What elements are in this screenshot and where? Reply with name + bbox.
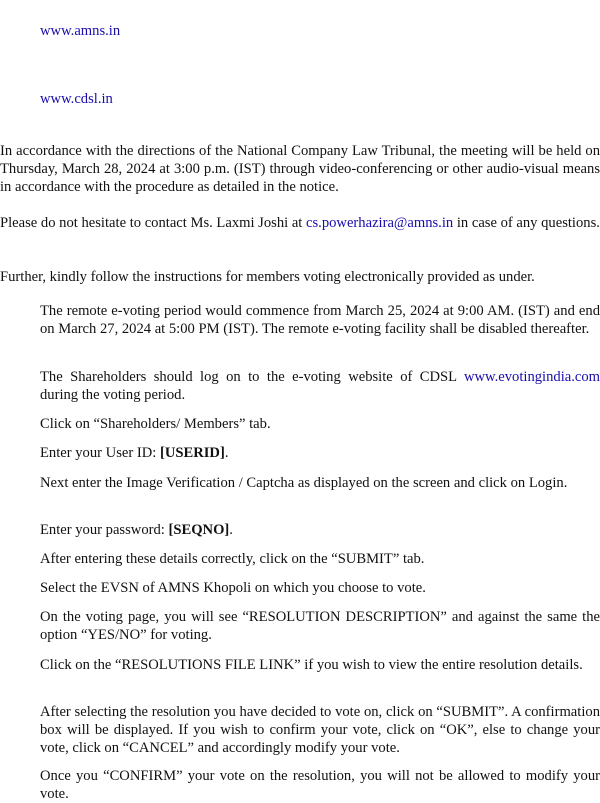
step-select-evsn: Select the EVSN of AMNS Khopoli on which you choose to vote.: [40, 580, 426, 596]
contact-paragraph: [0, 214, 600, 232]
instructions-intro: Further, kindly follow the instructions for members voting electronically provided as under.: [0, 269, 535, 285]
step-login-website: [40, 368, 600, 404]
cdsl-link[interactable]: www.cdsl.in: [40, 91, 113, 107]
step-no-modify: Once you “CONFIRM” your vote on the resolution, you will not be allowed to modify your vote.: [40, 768, 600, 802]
meeting-paragraph: In accordance with the directions of the National Company Law Tribunal, the meeting will be held on Thursday, March 28, 2024 at 3:00 p.m. (IST) through video-conferencing or other audio-visual means in accordance with the procedure as detailed in the notice.: [0, 143, 600, 195]
contact-email-link[interactable]: cs.powerhazira@amns.in: [306, 215, 454, 231]
step-password: [40, 521, 600, 539]
step-voting-page: On the voting page, you will see “RESOLUTION DESCRIPTION” and against the same the option “YES/NO” for voting.: [40, 609, 600, 643]
password-placeholder: [SEQNO]: [168, 522, 230, 538]
step-captcha: Next enter the Image Verification / Captcha as displayed on the screen and click on Login.: [40, 475, 568, 491]
step-user-id: [40, 444, 600, 462]
contact-text-before: Please do not hesitate to contact Ms. Laxmi Joshi at: [0, 215, 307, 231]
user-id-placeholder: [USERID]: [159, 445, 225, 461]
step-login-text-after: during the voting period.: [40, 387, 186, 403]
step-confirm-vote: After selecting the resolution you have decided to vote on, click on “SUBMIT”. A confirmation box will be displayed. If you wish to confirm your vote, click on “OK”, else to change your vote, click on “CANCEL” and accordingly modify your vote.: [40, 704, 600, 756]
step-password-text: Enter your password:: [40, 522, 169, 538]
evoting-link[interactable]: www.evotingindia.com: [463, 369, 600, 385]
step-user-id-period: .: [224, 445, 229, 461]
step-shareholders-tab: Click on “Shareholders/ Members” tab.: [40, 416, 271, 432]
step-password-period: .: [229, 522, 233, 538]
step-evoting-period: The remote e-voting period would commence from March 25, 2024 at 9:00 AM. (IST) and end on March 27, 2024 at 5:00 PM (IST). The remote e-voting facility shall be disabled thereafter.: [40, 303, 600, 337]
step-resolution-file: Click on the “RESOLUTIONS FILE LINK” if you wish to view the entire resolution details.: [40, 657, 583, 673]
step-login-text-before: The Shareholders should log on to the e-voting website of CDSL: [40, 369, 464, 385]
step-user-id-text: Enter your User ID:: [40, 445, 160, 461]
amns-link[interactable]: www.amns.in: [40, 23, 121, 39]
step-submit-tab: After entering these details correctly, click on the “SUBMIT” tab.: [40, 551, 425, 567]
contact-text-after: in case of any questions.: [453, 215, 600, 231]
